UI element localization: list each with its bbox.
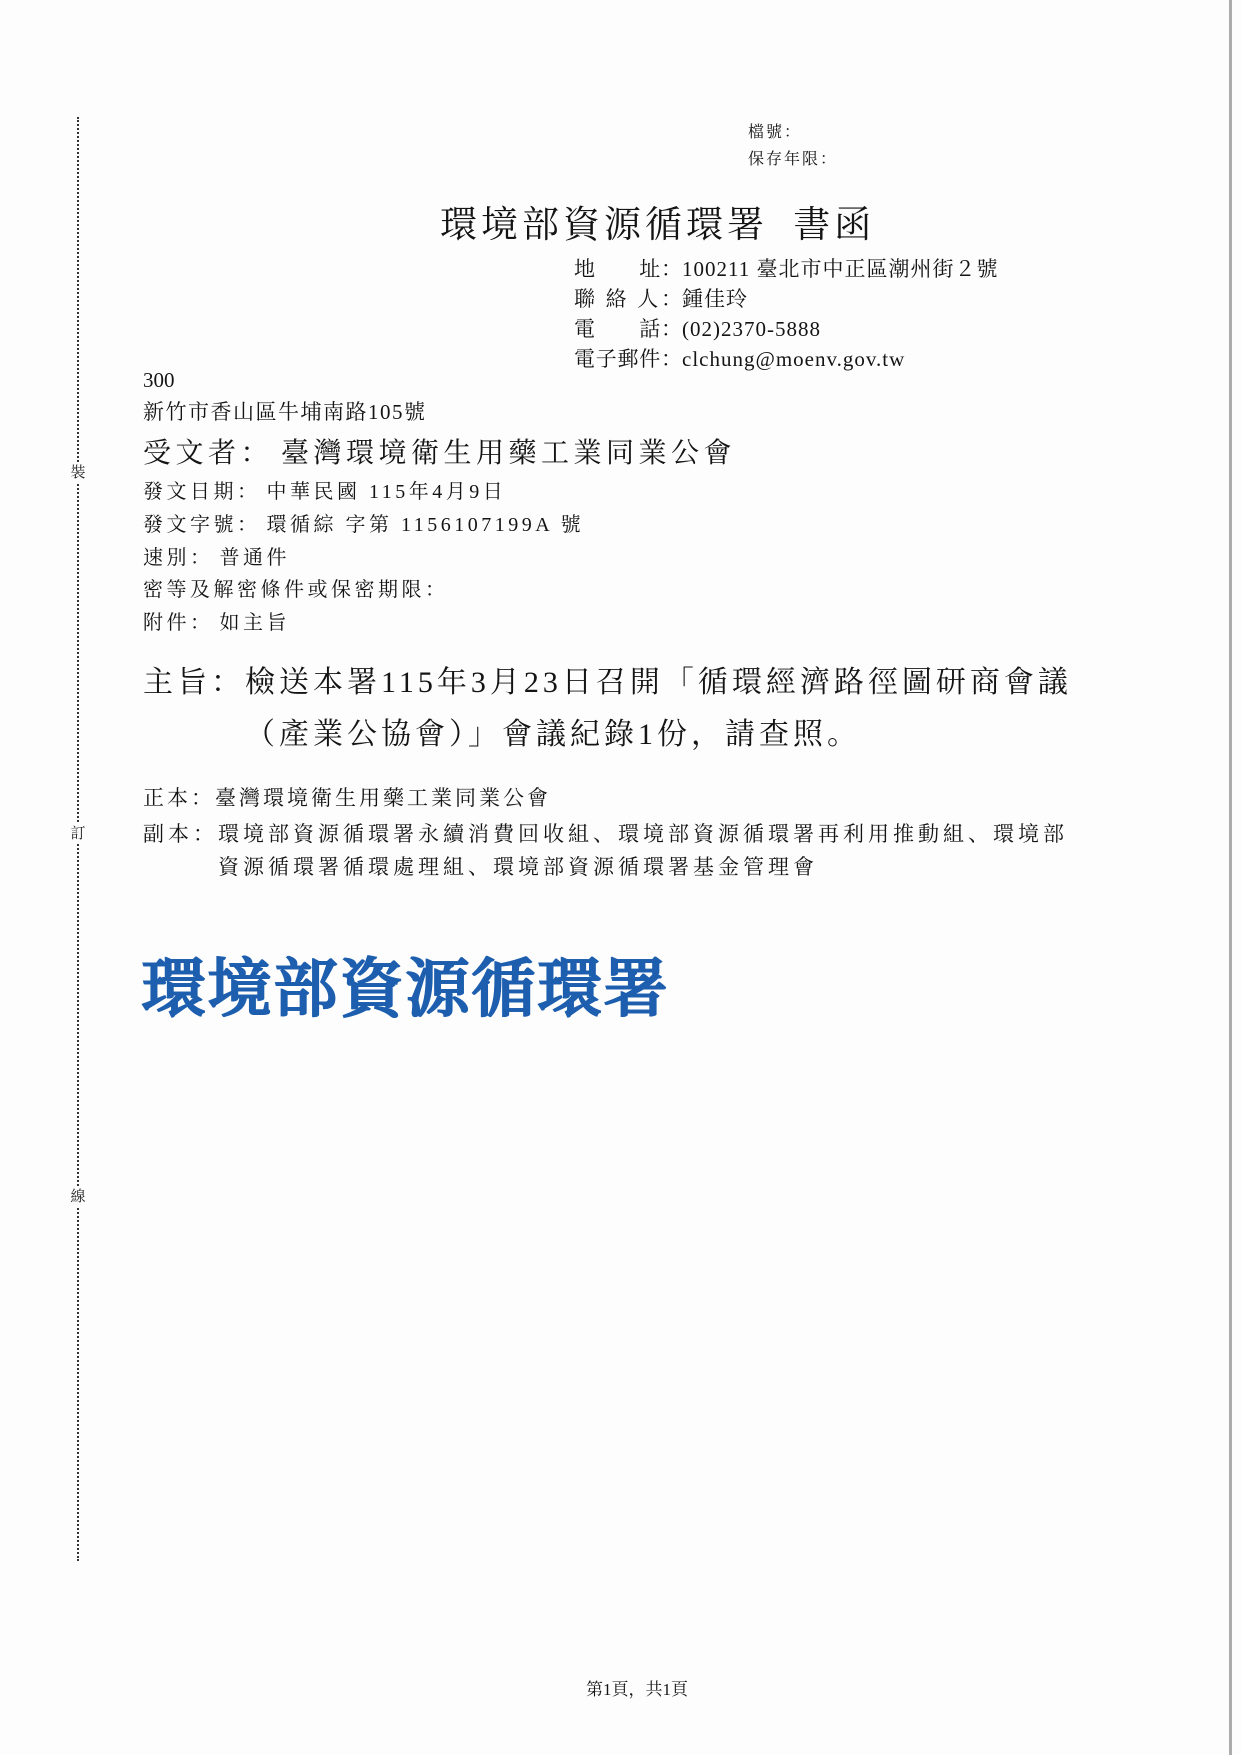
recipient-label: 受文者： — [143, 438, 274, 469]
sender-contact-block — [574, 254, 998, 374]
contact-value: clchung@moenv.gov.tw — [682, 347, 906, 371]
recipient-address: 新竹市香山區牛埔南路105號 — [143, 400, 427, 424]
copy-line: 環境部資源循環署永續消費回收組、環境部資源循環署再利用推動組、環境部 — [218, 822, 1068, 846]
meta-issue-date — [143, 476, 584, 509]
subject-line: （產業公協會）」會議紀錄1份，請查照。 — [245, 718, 861, 751]
contact-value: (02)2370-5888 — [682, 317, 821, 341]
copy-recipients — [218, 818, 1068, 884]
binding-mark-xian: 線 — [70, 1189, 86, 1205]
meta-label: 附件： — [143, 612, 214, 635]
recipient-line — [143, 436, 736, 472]
distribution-original — [143, 782, 551, 814]
meta-value: 中華民國 115年4月9日 — [266, 481, 507, 503]
meta-value: 如主旨 — [219, 612, 290, 635]
contact-label: 聯 絡 人： — [574, 287, 682, 311]
contact-label: 電 話： — [574, 317, 682, 341]
meta-document-number — [143, 509, 584, 542]
contact-value: 鍾佳玲 — [682, 287, 748, 311]
meta-value: 環循綜 字第 1156107199A 號 — [266, 513, 585, 536]
meta-confidentiality — [143, 574, 584, 607]
contact-label: 電子郵件： — [574, 347, 682, 371]
retention-period-label: 保存年限： — [748, 151, 839, 168]
original-label: 正本： — [143, 786, 215, 810]
meta-label: 密等及解密條件或保密期限： — [143, 579, 449, 602]
meta-speed — [143, 542, 584, 575]
page-number: 第1頁，共1頁 — [586, 1680, 688, 1699]
contact-label: 地 址： — [574, 257, 682, 281]
document-meta — [143, 476, 584, 640]
file-number-label: 檔號： — [748, 124, 803, 141]
contact-phone-row — [574, 314, 998, 344]
recipient-name: 臺灣環境衛生用藥工業同業公會 — [281, 438, 737, 469]
subject-label: 主旨： — [143, 666, 245, 699]
original-recipient: 臺灣環境衛生用藥工業同業公會 — [215, 786, 551, 810]
copy-line: 資源循環署循環處理組、環境部資源循環署基金管理會 — [218, 855, 818, 879]
contact-address-row — [574, 254, 998, 284]
contact-value: 100211 臺北市中正區潮州街２號 — [682, 257, 999, 281]
subject-text — [245, 657, 1072, 761]
meta-attachment — [143, 607, 584, 640]
recipient-postal-code: 300 — [143, 368, 175, 392]
subject-block — [143, 657, 1072, 761]
meta-label: 速別： — [143, 546, 214, 569]
document-title: 環境部資源循環署 書函 — [440, 205, 876, 246]
copy-label: 副本： — [143, 822, 218, 846]
meta-label: 發文日期： — [143, 481, 261, 503]
meta-value: 普通件 — [219, 546, 290, 569]
agency-seal-lettering: 環境部資源循環署 — [141, 953, 669, 1027]
contact-email-row — [574, 344, 998, 374]
file-info — [748, 119, 838, 173]
contact-person-row — [574, 284, 998, 314]
binding-mark-ding: 訂 — [70, 826, 86, 842]
distribution-copy — [143, 818, 1068, 884]
binding-mark-zhuang: 裝 — [70, 465, 86, 481]
scan-edge-line — [1229, 0, 1232, 1755]
subject-line: 檢送本署115年3月23日召開「循環經濟路徑圖研商會議 — [245, 666, 1072, 699]
meta-label: 發文字號： — [143, 513, 261, 536]
